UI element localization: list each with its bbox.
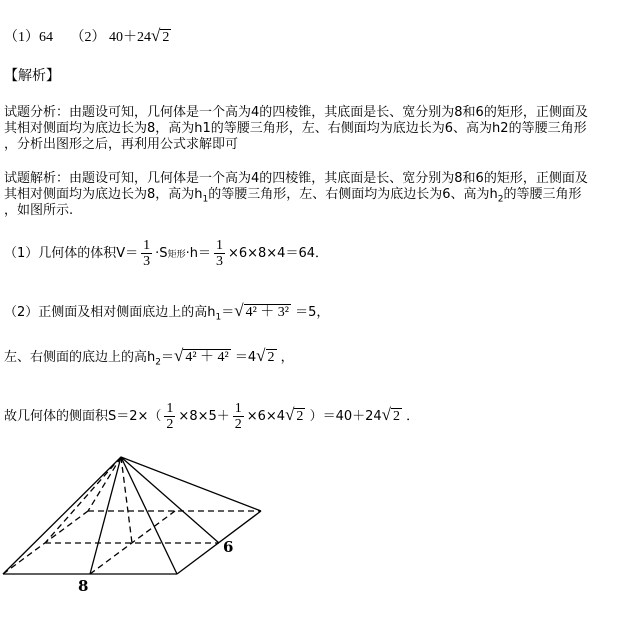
label-width: 6: [223, 538, 234, 556]
sqrt-expression: √ 2: [381, 405, 400, 424]
analysis-line-1: 试题分析：由题设可知，几何体是一个高为4的四棱锥，其底面是长、宽分别为8和6的矩形，正侧面及: [4, 105, 588, 120]
sqrt-expression: √ 2: [285, 405, 304, 424]
solution-line-3: ，如图所示.: [4, 203, 74, 218]
solution-line-2: 其相对侧面均为底边长为8，高为$h_1$的等腰三角形，左、右侧面均为底边长为6、高为$h_2$的等腰三角形: [4, 187, 582, 205]
height-h2-step: 左、右侧面的底边上的高$h_2=√$ 4² ＋ 4² ＝4√ 2 ，: [4, 346, 294, 368]
label-length: 8: [78, 577, 89, 595]
fraction: $\frac{1}{3}$: [215, 238, 223, 269]
analysis-line-3: ，分析出图形之后，再利用公式求解即可: [4, 137, 239, 152]
solution-line-1: 试题解析：由题设可知，几何体是一个高为4的四棱锥，其底面是长、宽分别为8和6的矩形，正侧面及: [4, 171, 588, 186]
answer-part2-value: 40＋24: [109, 30, 151, 45]
analysis-line-2: 其相对侧面均为底边长为8，高为h1的等腰三角形，左、右侧面均为底边长为6、高为h2的等腰三角形: [4, 121, 587, 136]
pyramid-figure: [0, 448, 280, 608]
analysis-heading: 【解析】: [4, 68, 60, 84]
right-slant-height: [121, 457, 219, 543]
lateral-edge-right: [121, 457, 261, 511]
answer-part2-label: （2）: [70, 30, 106, 45]
height-h1-step: （2）正侧面及相对侧面底边上的高$h_1=√$ 4² ＋ 3² ＝5，: [4, 301, 330, 323]
lateral-edge-front: [121, 457, 177, 574]
fraction: $\frac{1}{2}$: [234, 401, 242, 432]
volume-step: （1）几何体的体积V＝ $\frac{1}{3}$ ·S矩形·h＝ $\frac{1}{3}$ ×6×8×4＝64．: [4, 238, 328, 269]
answer-part1: （1）64: [4, 30, 53, 45]
sqrt-expression: √ 2: [256, 346, 275, 365]
fraction: $\frac{1}{3}$: [143, 238, 151, 269]
lateral-area-step: 故几何体的侧面积S＝2×（ $\frac{1}{2}$ ×8×5＋ $\frac{1}{2}$ ×6×4√ 2 ）＝40＋24√ 2 ．: [4, 398, 419, 434]
answer-sqrt: √ 2: [151, 26, 170, 45]
sqrt-expression: √ 4² ＋ 3²: [234, 301, 290, 320]
answer-line: [4, 28, 171, 46]
lateral-edge-left: [3, 457, 121, 574]
fraction: $\frac{1}{2}$: [166, 401, 174, 432]
sqrt-expression: √ 4² ＋ 4²: [174, 346, 229, 365]
